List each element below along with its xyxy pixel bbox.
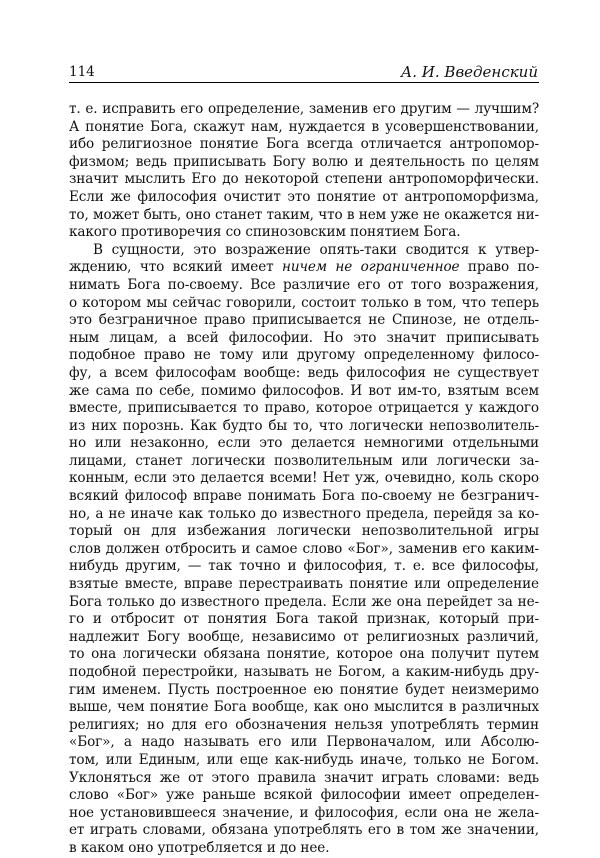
text-line: взятые вместе, вправе перестраивать понятие или определение (69, 576, 539, 593)
text-line: гим именем. Пусть построенное ею понятие будет неизмеримо (69, 681, 539, 698)
text-line: то, может быть, оно станет таким, что в нем уже не окажется ни- (69, 206, 539, 223)
text-line: том, или Единым, или еще как-нибудь иначе, только не Богом. (69, 751, 539, 768)
text-line: религиях; но для его обозначения нельзя употреблять термин (69, 716, 539, 733)
text-line: выше, чем понятие Бога вообще, как оно мыслится в различных (69, 699, 539, 716)
text-line: Бога только до известного предела. Если же она перейдет за не- (69, 593, 539, 610)
text-line: но, а не иначе как только до известного предела, перейдя за ко- (69, 505, 539, 522)
text-line: подобной перестройки, называть не Богом, а каким-нибудь дру- (69, 664, 539, 680)
text-line: физмом; ведь приписывать Богу волю и деятельность по целям (69, 153, 539, 170)
text-line: какого противоречия со спинозовским понятием Бога. (69, 224, 461, 241)
text-line: ет играть словами, обязана употреблять его в том же значении, (69, 822, 539, 839)
text-line: фу, а всем философам вообще: ведь философия не существует (69, 364, 539, 381)
text-line: ное установившееся значение, и философия, если она не жела- (69, 804, 539, 821)
text-line: но или незаконно, если это делается немногими отдельными (69, 435, 539, 452)
text-line: Уклоняться же от этого правила значит играть словами: ведь (69, 769, 539, 786)
text-line: нимать Бога по-своему. Все различие его от того возражения, (69, 276, 539, 293)
text-line (69, 259, 539, 277)
text-line: т. е. исправить его определение, заменив его другим — лучшим? (69, 101, 539, 117)
emphasis-text: ничем не ограниченное (282, 259, 460, 276)
text-line: А понятие Бога, скажут нам, нуждается в усовершенствовании, (69, 118, 539, 135)
running-head-author: А. И. Введенский (400, 63, 538, 81)
text-line: «Бог», а надо называть его или Первоначалом, или Абсолю- (69, 734, 539, 751)
text-line: ибо религиозное понятие Бога всегда отличается антропомор- (69, 136, 539, 153)
text-line: из них порознь. Как будто бы то, что логически непозволитель- (69, 417, 539, 434)
text-line: го и отбросит от понятия Бога такой признак, который при- (69, 611, 539, 628)
text-line: надлежит Богу вообще, независимо от религиозных различий, (69, 628, 539, 645)
text-line: то она логически обязана понятие, которое она получит путем (69, 646, 539, 663)
paragraph-1 (69, 101, 539, 242)
text-line: же сама по себе, помимо философов. И вот им-то, взятым всем (69, 382, 539, 399)
text-segment: ждению, что всякий имеет (69, 259, 283, 276)
text-line: ным лицам, а всей философии. Но это значит приписывать (69, 329, 539, 346)
text-line: Если же философия очистит это понятие от антропоморфизма, (69, 188, 539, 205)
text-line: в каком оно употребляется и до нее. (69, 839, 330, 856)
text-line: лицами, станет логически позволительным или логически за- (69, 452, 539, 469)
text-line: конным, если это делается всеми! Нет уж, очевидно, коль скоро (69, 470, 539, 487)
text-line: о котором мы сейчас говорили, состоит только в том, что теперь (69, 294, 539, 311)
page-number: 114 (69, 64, 95, 80)
text-line: это безграничное право приписывается не Спинозе, не отдель- (69, 312, 539, 329)
text-line: значит мыслить Его до некоторой степени антропоморфически. (69, 171, 539, 188)
page-header (69, 60, 539, 83)
text-line: слово «Бог» уже раньше всякой философии имеет определен- (69, 787, 539, 804)
text-line: торый он для избежания логически непозволительной игры (69, 523, 539, 540)
paragraph-2 (69, 242, 539, 858)
text-line: всякий философ вправе понимать Бога по-своему не безгранич- (69, 488, 539, 505)
text-line: подобное право не тому или другому определенному филосо- (69, 347, 539, 364)
body-text (69, 101, 539, 858)
text-line: В сущности, это возражение опять-таки сводится к утвер- (93, 241, 539, 258)
text-line: вместе, приписывается то право, которое отрицается у каждого (69, 400, 539, 417)
text-line: слов должен отбросить и самое слово «Бог», заменив его каким- (69, 540, 539, 557)
paragraph-2-lines (69, 277, 539, 858)
text-line: нибудь другим, — так точно и философия, т. е. все философы, (69, 558, 539, 575)
text-segment: право по- (459, 259, 539, 276)
